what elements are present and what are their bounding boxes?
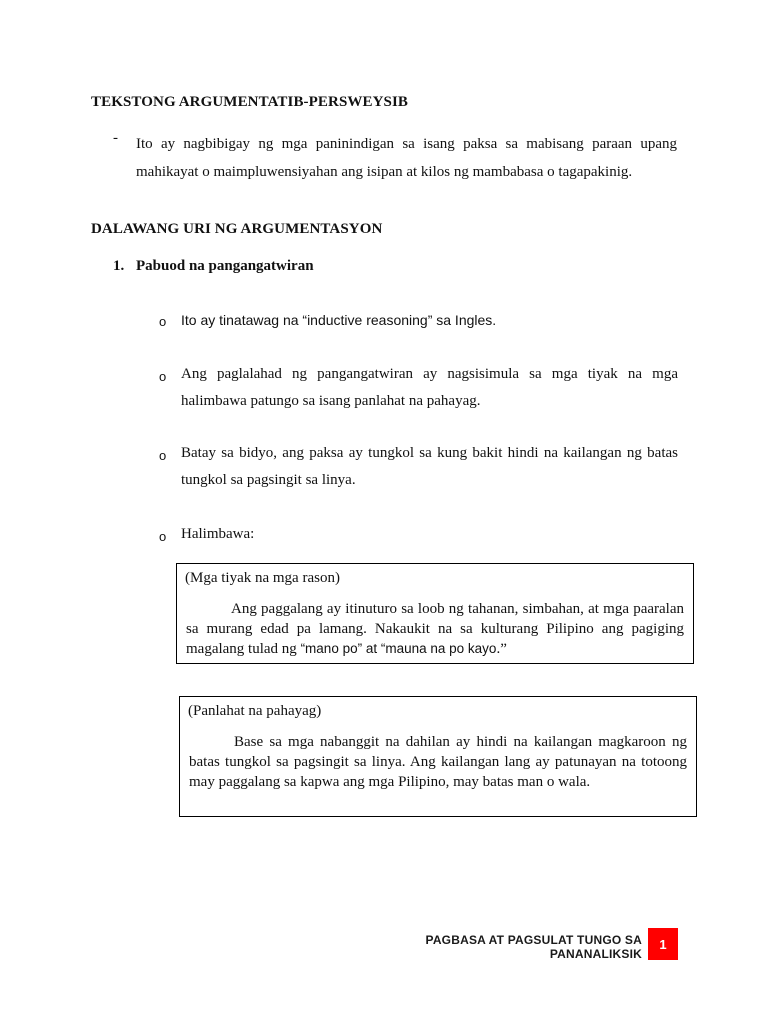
bullet-inductive-reasoning: Ito ay tinatawag na “inductive reasoning” sa Ingles. (181, 312, 497, 328)
section-heading-argumentatib: TEKSTONG ARGUMENTATIB-PERSWEYSIB (91, 94, 409, 110)
page-number-badge: 1 (648, 928, 678, 960)
definition-paragraph: Ito ay nagbibigay ng mga paninindigan sa isang paksa sa mabisang paraan upang mahikayat o maimpluwensiyahan ang isipan at kilos ng mambabasa o tagapakinig. (136, 136, 677, 180)
footer-title: PAGBASA AT PAGSULAT TUNGO SA PANANALIKSIK (425, 933, 642, 961)
bullet-batay-sa-bidyo: Batay sa bidyo, ang paksa ay tungkol sa kung bakit hindi na kailangan ng batas tungkol sa pagsingit sa linya. (181, 445, 678, 488)
box-body (186, 599, 684, 659)
box-body-quote: “mano po” at “mauna na po kayo (300, 641, 497, 656)
item-number: 1. (113, 258, 125, 274)
box-body-end: .” (496, 641, 507, 657)
example-box-specific-reasons (176, 563, 694, 664)
dash-bullet: - (113, 130, 118, 146)
numbered-item-1 (113, 258, 314, 275)
bullet-paglalahad: Ang paglalahad ng pangangatwiran ay nagsisimula sa mga tiyak na mga halimbawa patungo sa isang panlahat na pahayag. (181, 366, 678, 409)
box-label: (Panlahat na pahayag) (188, 703, 322, 719)
circle-bullet-icon: o (159, 529, 167, 544)
box-body-main: Ang paggalang ay itinuturo sa loob ng tahanan, simbahan, at mga paaralan sa murang edad pa lamang. Nakaukit na sa kulturang Pilipino ang pagiging magalang tulad ng (186, 601, 684, 657)
circle-bullet-icon: o (159, 314, 167, 329)
circle-bullet-icon: o (159, 448, 167, 463)
bullet-halimbawa: Halimbawa: (181, 526, 255, 542)
box-label: (Mga tiyak na mga rason) (185, 570, 340, 586)
box-body: Base sa mga nabanggit na dahilan ay hindi na kailangan magkaroon ng batas tungkol sa pagsingit sa linya. Ang kailangan lang ay patunayan na totoong may paggalang sa kapwa ang mga Pilipino, may batas man o wala. (189, 734, 687, 790)
section-heading-uri-ng-argumentasyon: DALAWANG URI NG ARGUMENTASYON (91, 221, 383, 237)
circle-bullet-icon: o (159, 369, 167, 384)
example-box-general-statement (179, 696, 697, 817)
item-title: Pabuod na pangangatwiran (136, 258, 314, 274)
